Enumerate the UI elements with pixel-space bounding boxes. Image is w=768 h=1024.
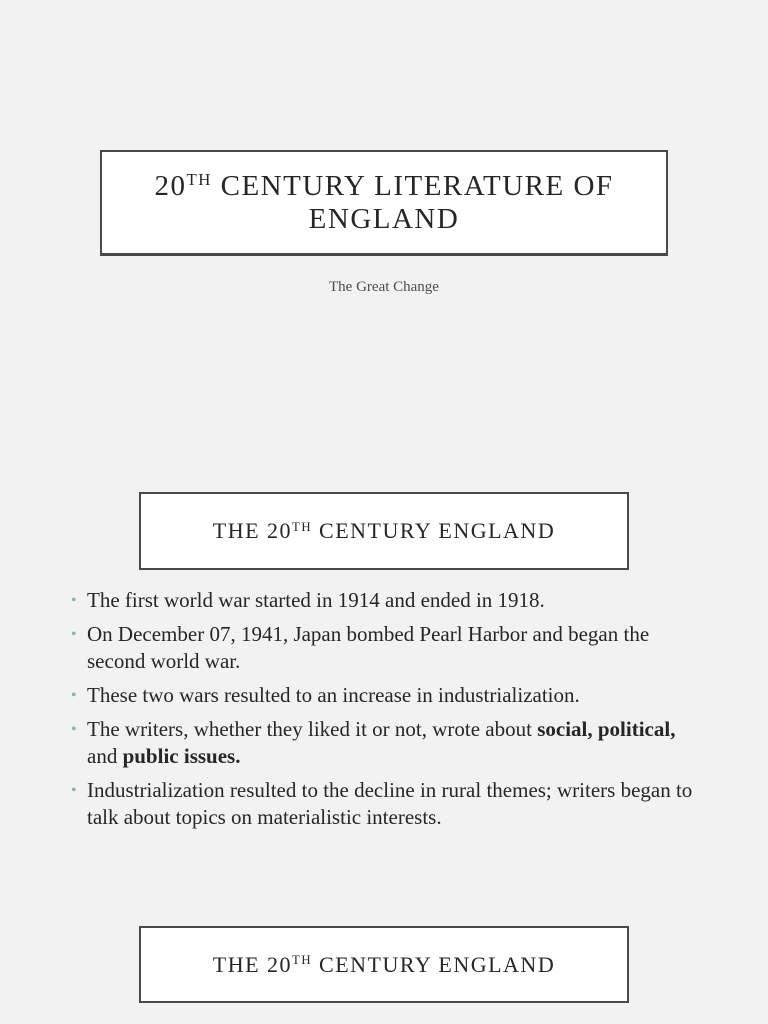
bullet-text: The first world war started in 1914 and ended in 1918. (87, 588, 545, 612)
title-text: CENTURY ENGLAND (312, 951, 556, 977)
bullet-text: Industrialization resulted to the decline in rural themes; writers began to talk about topics on materialistic interests. (87, 778, 693, 829)
bullet-text: The writers, whether they liked it or not, wrote about (87, 717, 538, 741)
bullet-text: These two wars resulted to an increase in industrialization. (87, 683, 580, 707)
bullet-item (68, 587, 698, 614)
section-title (213, 952, 555, 978)
bullet-text: and (87, 744, 123, 768)
title-superscript: TH (292, 519, 313, 534)
title-superscript: TH (292, 953, 313, 968)
title-text: CENTURY ENGLAND (312, 518, 556, 543)
slide-title-box (100, 150, 668, 256)
bullet-text: On December 07, 1941, Japan bombed Pearl Harbor and began the second world war. (87, 622, 650, 673)
title-number: THE 20 (212, 518, 293, 543)
bullet-dot-icon: • (71, 592, 77, 609)
bullet-bold-text: public issues. (122, 744, 241, 768)
title-text: CENTURY LITERATURE OF ENGLAND (211, 169, 614, 235)
bullet-dot-icon: • (71, 782, 77, 799)
bullet-item (68, 716, 698, 770)
title-superscript: TH (186, 170, 212, 190)
title-number: 20 (154, 169, 187, 202)
bullet-dot-icon: • (71, 721, 77, 738)
bullet-bold-text: social, political, (537, 717, 676, 741)
section-title-box (139, 492, 629, 570)
bullet-item (68, 682, 698, 709)
bullet-list (68, 587, 698, 838)
bullet-dot-icon: • (71, 687, 77, 704)
bullet-item (68, 621, 698, 675)
section-title (213, 518, 555, 544)
title-number: THE 20 (212, 951, 293, 977)
bullet-dot-icon: • (71, 626, 77, 643)
slide-title (122, 170, 646, 236)
bullet-item (68, 777, 698, 831)
slide-subtitle: The Great Change (329, 279, 439, 295)
section-title-box (139, 926, 629, 1003)
